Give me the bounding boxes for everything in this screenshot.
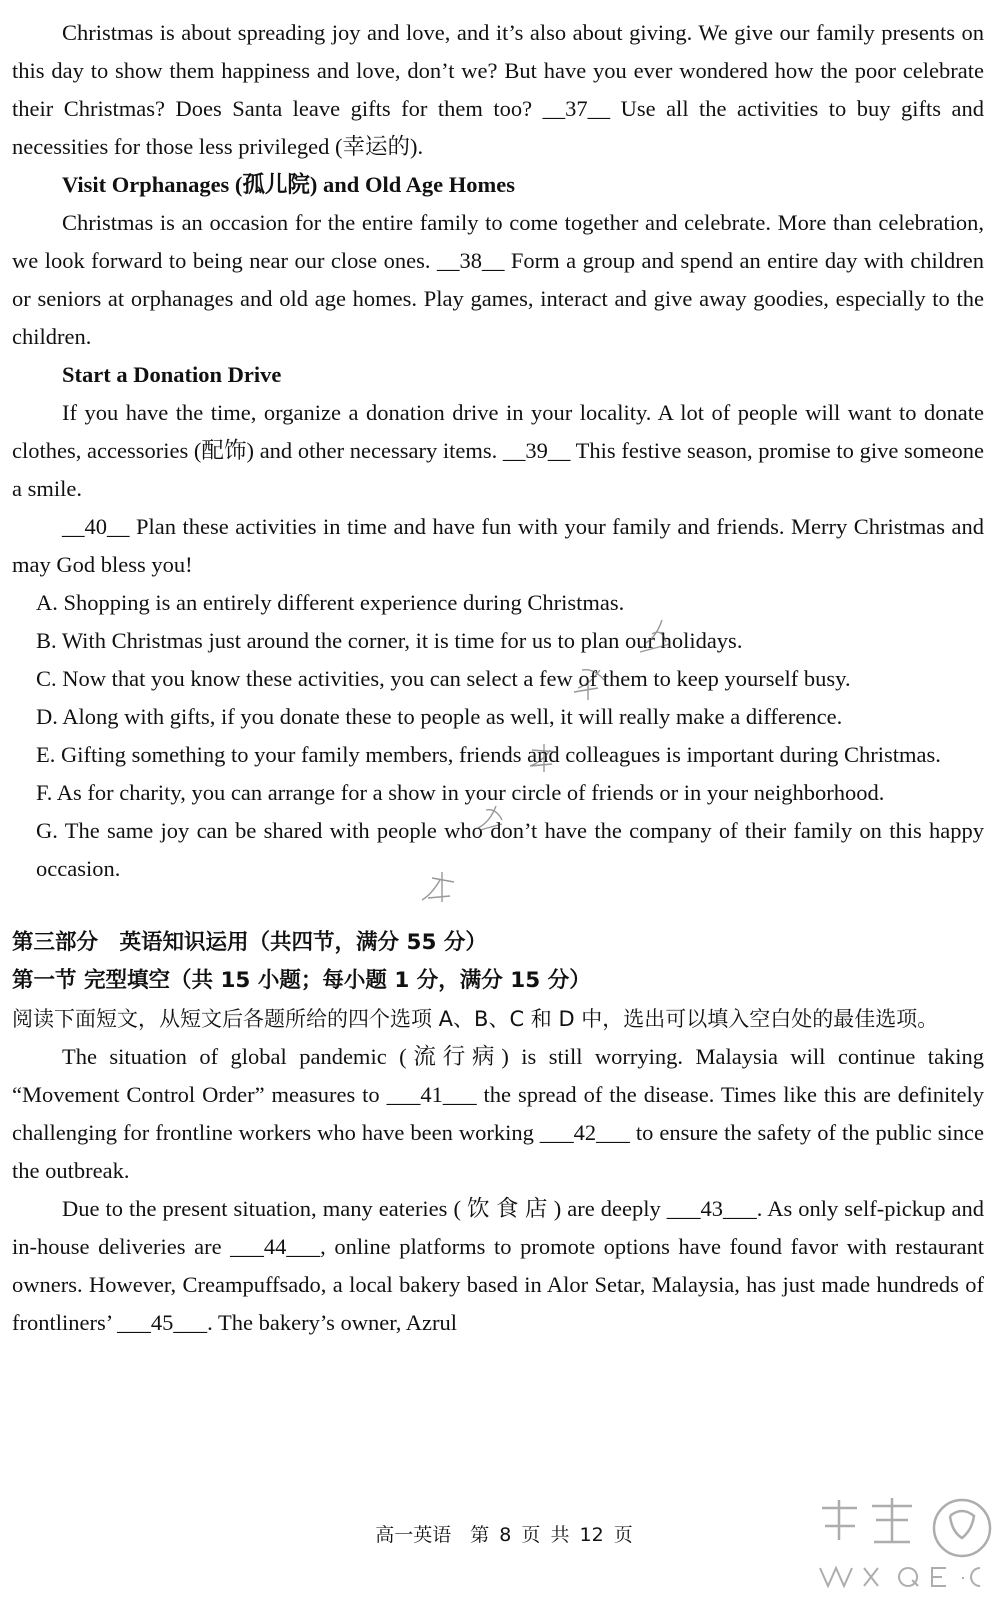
option-a: A. Shopping is an entirely different experience during Christmas.: [36, 590, 625, 615]
page-footer: 高一英语 第 8 页 共 12 页: [375, 1524, 633, 1546]
page-content: [12, 14, 984, 1342]
option-c: C. Now that you know these activities, you can select a few of them to keep yourself busy.: [36, 666, 851, 691]
option-d: D. Along with gifts, if you donate these to people as well, it will really make a difference.: [36, 704, 843, 729]
reading-paragraph-orphanages: Christmas is an occasion for the entire family to come together and celebrate. More than celebration, we look forward to being near our close ones. __38__ Form a group and spend an entire day with children or seniors at orphanages and old age homes. Play games, interact and give away goodies, especially to the children.: [12, 210, 984, 349]
part3-title: 第三部分 英语知识运用（共四节，满分 55 分）: [12, 930, 487, 955]
cloze-paragraph-2: Due to the present situation, many eateries ( 饮 食 店 ) are deeply ___43___. As only self-pickup and in-house deliveries are ___44___, online platforms to promote options have found favor with restaurant owners. However, Creampuffsado, a local bakery based in Alor Setar, Malaysia, has just made hundreds of frontliners’ ___45___. The bakery’s owner, Azrul: [12, 1196, 984, 1335]
option-b: B. With Christmas just around the corner, it is time for us to plan our holidays.: [36, 628, 743, 653]
option-f: F. As for charity, you can arrange for a show in your circle of friends or in your neighborhood.: [36, 780, 885, 805]
section-spacer: [12, 888, 984, 924]
reading-heading-orphanages: Visit Orphanages (孤儿院) and Old Age Homes: [62, 172, 515, 197]
options-list: [12, 584, 984, 888]
cloze-paragraph-1: The situation of global pandemic (流行病) is still worrying. Malaysia will continue taking “Movement Control Order” measures to ___41___ the spread of the disease. Times like this are definitely challenging for frontline workers who have been working ___42___ to ensure the safety of the public since the outbreak.: [12, 1044, 984, 1183]
reading-heading-donation: Start a Donation Drive: [62, 362, 282, 387]
cloze-instruction: 阅读下面短文，从短文后各题所给的四个选项 A、B、C 和 D 中，选出可以填入空白处的最佳选项。: [12, 1007, 939, 1031]
option-g: G. The same joy can be shared with people who don’t have the company of their family on this happy occasion.: [36, 818, 984, 881]
option-e: E. Gifting something to your family members, friends and colleagues is important during Christmas.: [36, 742, 941, 767]
reading-paragraph-donation: If you have the time, organize a donation drive in your locality. A lot of people will want to donate clothes, accessories (配饰) and other necessary items. __39__ This festive season, promise to give someone a smile.: [12, 400, 984, 501]
reading-paragraph-closing: __40__ Plan these activities in time and have fun with your family and friends. Merry Christmas and may God bless you!: [12, 514, 984, 577]
section1-title: 第一节 完型填空（共 15 小题；每小题 1 分，满分 15 分）: [12, 968, 591, 993]
reading-intro-paragraph: Christmas is about spreading joy and love, and it’s also about giving. We give our family presents on this day to show them happiness and love, don’t we? But have you ever wondered how the poor celebrate their Christmas? Does Santa leave gifts for them too? __37__ Use all the activities to buy gifts and necessities for those less privileged (幸运的).: [12, 20, 984, 159]
